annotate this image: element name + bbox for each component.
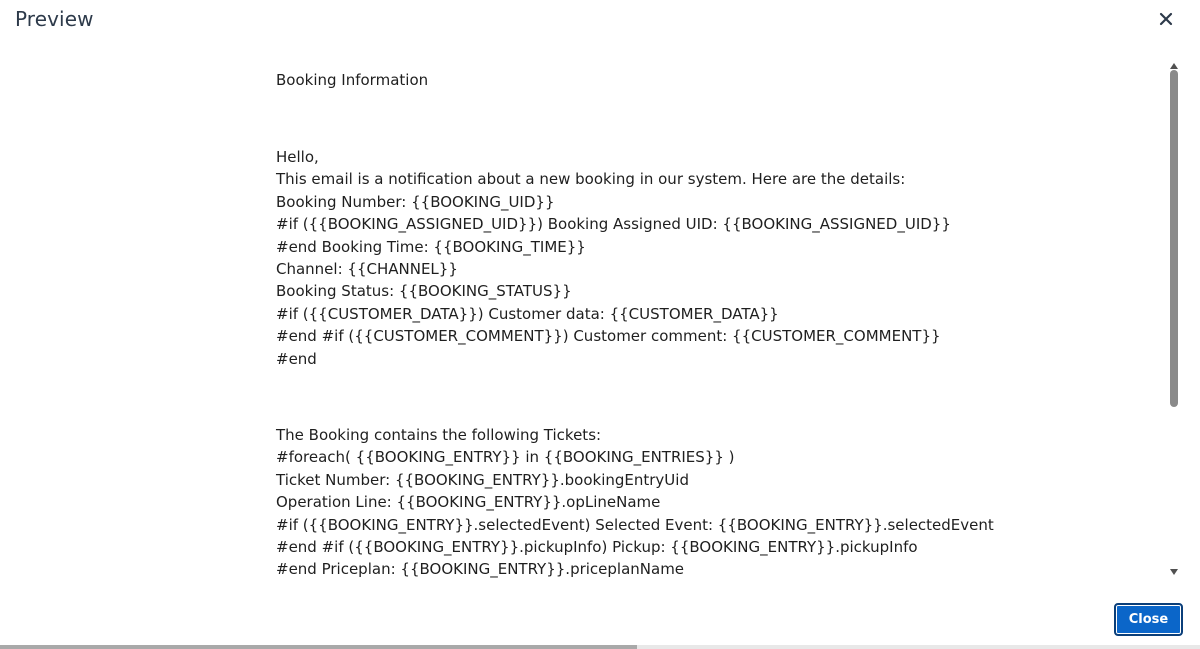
preview-content[interactable] (0, 52, 1166, 582)
close-icon-svg (1159, 12, 1173, 26)
greeting-section (276, 146, 951, 370)
email-line: #end Booking Time: {{BOOKING_TIME}} (276, 237, 586, 256)
email-line: #if ({{BOOKING_ASSIGNED_UID}}) Booking Assigned UID: {{BOOKING_ASSIGNED_UID}} (276, 215, 951, 234)
scrollbar-thumb[interactable] (1170, 70, 1178, 407)
tickets-section (276, 424, 994, 581)
triangle-up-icon[interactable] (1169, 56, 1179, 66)
email-line: #end (276, 349, 317, 368)
triangle-down-icon[interactable] (1169, 562, 1179, 572)
email-line: #end Priceplan: {{BOOKING_ENTRY}}.priceplanName (276, 560, 685, 579)
email-line: Operation Line: {{BOOKING_ENTRY}}.opLineName (276, 493, 661, 512)
email-line: Booking Status: {{BOOKING_STATUS}} (276, 282, 572, 301)
email-line: #if ({{BOOKING_ENTRY}}.selectedEvent) Selected Event: {{BOOKING_ENTRY}}.selectedEvent (276, 515, 994, 534)
email-heading: Booking Information (276, 71, 429, 89)
dialog-header (0, 0, 1200, 40)
dialog-title: Preview (15, 7, 94, 31)
email-line: #end #if ({{CUSTOMER_COMMENT}}) Customer comment: {{CUSTOMER_COMMENT}} (276, 327, 941, 346)
email-line: Hello, (276, 148, 319, 166)
window-bottom-strip (0, 645, 637, 649)
close-button[interactable]: Close (1114, 603, 1183, 636)
email-line: #foreach( {{BOOKING_ENTRY}} in {{BOOKING_ENTRIES}} ) (276, 448, 735, 467)
email-line: Channel: {{CHANNEL}} (276, 259, 458, 278)
email-line: The Booking contains the following Tickets: (276, 426, 602, 444)
email-line: #end #if ({{BOOKING_ENTRY}}.pickupInfo) Pickup: {{BOOKING_ENTRY}}.pickupInfo (276, 537, 918, 556)
vertical-scrollbar[interactable] (1166, 52, 1182, 576)
email-line: Booking Number: {{BOOKING_UID}} (276, 192, 555, 211)
triangle-down-icon-svg (1169, 567, 1179, 577)
close-icon[interactable] (1153, 6, 1179, 32)
email-line: #if ({{CUSTOMER_DATA}}) Customer data: {{CUSTOMER_DATA}} (276, 304, 779, 323)
email-body (276, 69, 1136, 579)
email-line: This email is a notification about a new booking in our system. Here are the details: (276, 170, 906, 189)
email-line: Ticket Number: {{BOOKING_ENTRY}}.bookingEntryUid (276, 470, 689, 489)
